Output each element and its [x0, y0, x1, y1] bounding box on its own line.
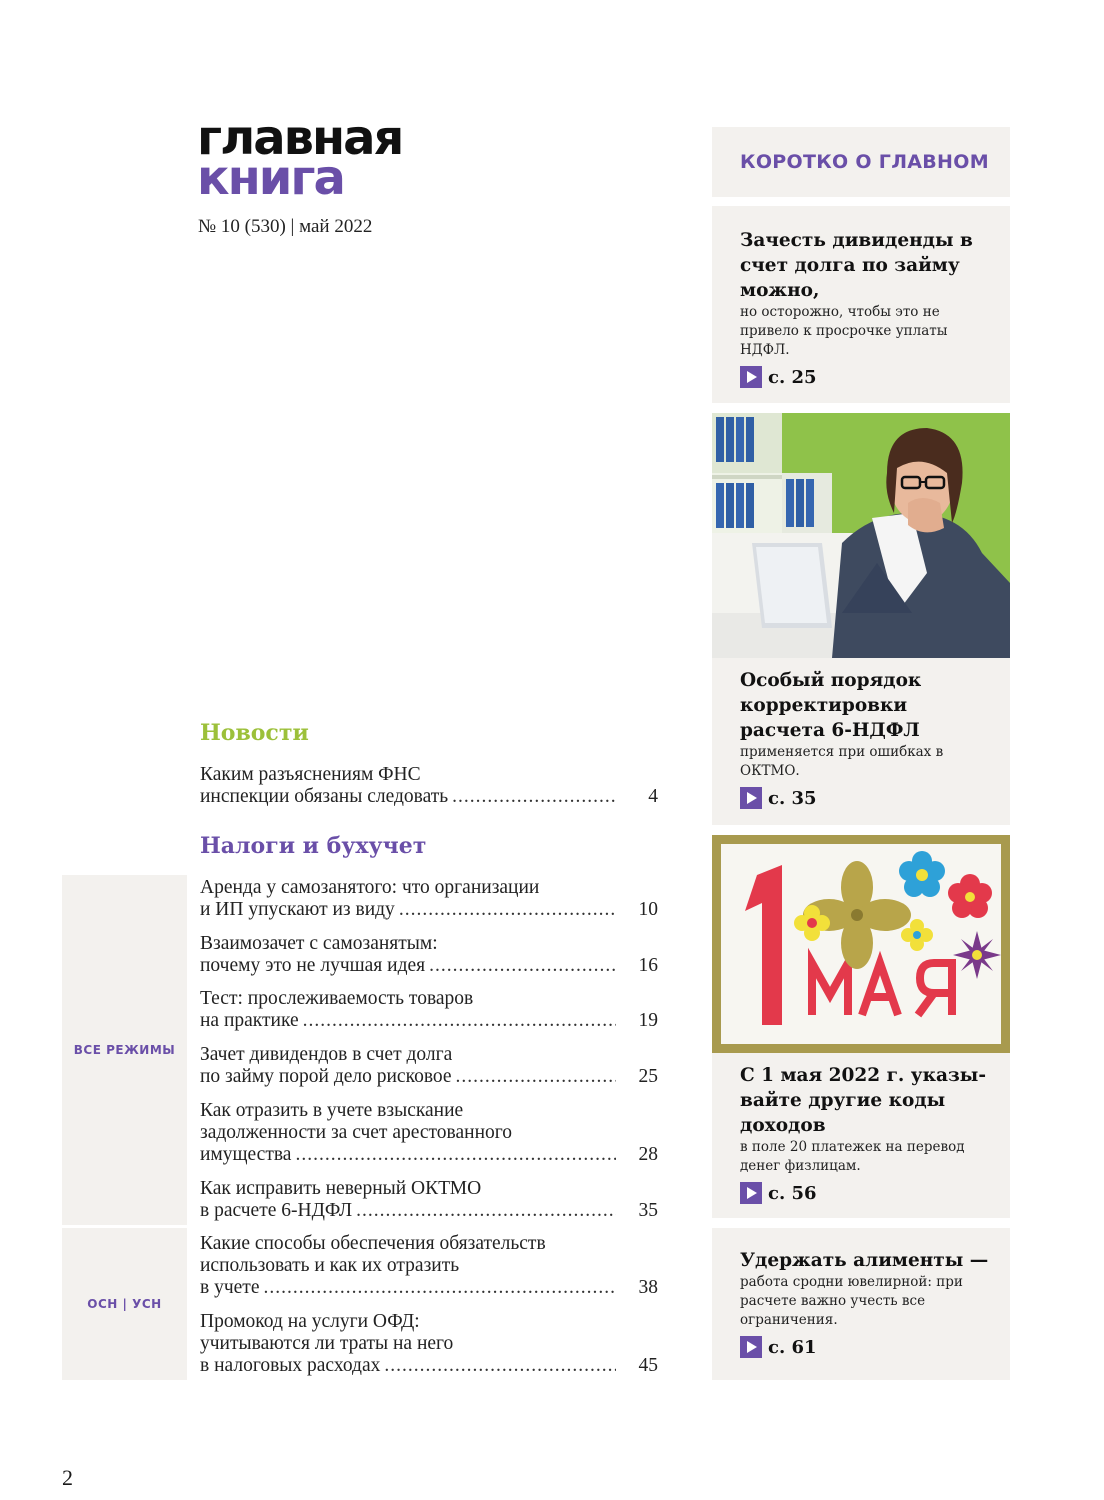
toc-page-number: 4: [648, 786, 658, 807]
toc-entry-last-line: [200, 1144, 658, 1166]
card-title: С 1 мая 2022 г. указы-вайте другие коды доходов: [740, 1065, 987, 1136]
toc-entry-text: в учете: [200, 1277, 260, 1298]
band-osn-usn-label: ОСН | УСН: [87, 1297, 162, 1311]
card-title: Зачесть дивиденды в счет долга по займу можно,: [740, 230, 973, 301]
play-arrow-icon: [740, 366, 762, 388]
toc-entry-text: инспекции обязаны следовать: [200, 786, 449, 807]
toc-entry[interactable]: [200, 933, 658, 977]
toc-page-number: 10: [638, 899, 658, 920]
toc-entry-last-line: [200, 1277, 658, 1299]
play-arrow-icon: [740, 787, 762, 809]
toc-entry-line: Как отразить в учете взыскание: [200, 1100, 464, 1121]
band-all-modes: [62, 875, 187, 1225]
section-title-tax: Налоги и бухучет: [200, 833, 427, 859]
toc-leader-dots: [356, 1200, 616, 1222]
play-arrow-icon: [740, 1336, 762, 1358]
toc-entry[interactable]: [200, 764, 658, 808]
toc-entry-last-line: [200, 899, 658, 921]
toc-entry-line: учитываются ли траты на него: [200, 1333, 454, 1354]
toc-leader-dots: [263, 1277, 616, 1299]
toc-entry-line: Промокод на услуги ОФД:: [200, 1311, 420, 1332]
sidebar-card[interactable]: [712, 1053, 1010, 1218]
band-all-modes-label: ВСЕ РЕЖИМЫ: [73, 1043, 176, 1057]
toc-page-number: 25: [638, 1066, 658, 1087]
toc-entry-line: задолженности за счет арестованного: [200, 1122, 513, 1143]
toc-leader-dots: [303, 1010, 616, 1032]
page-number: 2: [62, 1465, 73, 1490]
toc-entry-last-line: [200, 1066, 658, 1088]
toc-entry[interactable]: [200, 1044, 658, 1088]
toc-page-number: 38: [638, 1277, 658, 1298]
sidebar-card[interactable]: [712, 1228, 1010, 1380]
card-page-ref[interactable]: [740, 366, 990, 388]
toc-entry-line: Зачет дивидендов в счет долга: [200, 1044, 453, 1065]
toc-entry-text: и ИП упускают из виду: [200, 899, 395, 920]
toc-entry-last-line: [200, 1355, 658, 1377]
toc-leader-dots: [384, 1355, 616, 1377]
card-description: в поле 20 платежек на перевод денег физлицам.: [740, 1139, 965, 1174]
toc-page-number: 35: [638, 1200, 658, 1221]
toc-entry-line: Каким разъяснениям ФНС: [200, 764, 421, 785]
toc-entry-line: Как исправить неверный ОКТМО: [200, 1178, 482, 1199]
toc-entry-line: Аренда у самозанятого: что организации: [200, 877, 540, 898]
toc-entry-last-line: [200, 955, 658, 977]
card-page-ref[interactable]: [740, 1336, 990, 1358]
issue-number: № 10 (530) | май 2022: [198, 216, 373, 237]
toc-entry[interactable]: [200, 877, 658, 921]
toc-entry-line: Тест: прослеживаемость товаров: [200, 988, 474, 1009]
sidebar-heading: КОРОТКО О ГЛАВНОМ: [740, 151, 989, 173]
section-title-news: Новости: [200, 720, 309, 746]
toc-entry-line: Взаимозачет с самозанятым:: [200, 933, 438, 954]
office-woman-photo: [712, 413, 1010, 658]
sidebar-heading-box: [712, 127, 1010, 197]
toc-page-number: 19: [638, 1010, 658, 1031]
toc-leader-dots: [399, 899, 616, 921]
toc-leader-dots: [452, 786, 616, 808]
toc-entry-text: в налоговых расходах: [200, 1355, 381, 1376]
logo-line-2: книга: [197, 150, 344, 206]
toc-leader-dots: [456, 1066, 616, 1088]
card-title: Особый порядок корректировки расчета 6-НДФЛ: [740, 670, 922, 741]
toc-entry-line: использовать и как их отразить: [200, 1255, 460, 1276]
toc-entry[interactable]: [200, 1311, 658, 1377]
toc-entry-last-line: [200, 1010, 658, 1032]
toc-entry-line: Какие способы обеспечения обязательств: [200, 1233, 546, 1254]
toc-entry-text: имущества: [200, 1144, 292, 1165]
card-page-ref-text: с. 35: [768, 787, 817, 809]
toc-entry[interactable]: [200, 988, 658, 1032]
card-description: работа сродни ювелирной: при расчете важно учесть все ограничения.: [740, 1274, 963, 1328]
card-page-ref[interactable]: [740, 787, 990, 809]
toc-entry-text: на практике: [200, 1010, 299, 1031]
toc-leader-dots: [295, 1144, 616, 1166]
magazine-logo: [197, 110, 457, 206]
sidebar-card[interactable]: [712, 658, 1010, 825]
toc-entry[interactable]: [200, 1178, 658, 1222]
toc-entry-last-line: [200, 786, 658, 808]
card-page-ref-text: с. 61: [768, 1336, 817, 1358]
toc-entry-text: по займу порой дело рисковое: [200, 1066, 452, 1087]
toc-page-number: 16: [638, 955, 658, 976]
sidebar-card[interactable]: [712, 206, 1010, 403]
toc-leader-dots: [429, 955, 616, 977]
card-page-ref-text: с. 25: [768, 366, 817, 388]
may-day-poster: [712, 835, 1010, 1053]
card-page-ref-text: с. 56: [768, 1182, 817, 1204]
toc-entry-last-line: [200, 1200, 658, 1222]
logo-line-1: главная: [197, 110, 403, 166]
toc-entry[interactable]: [200, 1233, 658, 1299]
card-description: применяется при ошибках в ОКТМО.: [740, 744, 944, 779]
card-page-ref[interactable]: [740, 1182, 990, 1204]
card-description: но осторожно, чтобы это не привело к просрочке уплаты НДФЛ.: [740, 304, 948, 358]
toc-entry-text: в расчете 6-НДФЛ: [200, 1200, 353, 1221]
toc-page-number: 28: [638, 1144, 658, 1165]
play-arrow-icon: [740, 1182, 762, 1204]
toc-page-number: 45: [638, 1355, 658, 1376]
toc-entry[interactable]: [200, 1100, 658, 1166]
toc-entry-text: почему это не лучшая идея: [200, 955, 426, 976]
band-osn-usn: [62, 1228, 187, 1380]
card-title: Удержать алименты —: [740, 1250, 989, 1271]
